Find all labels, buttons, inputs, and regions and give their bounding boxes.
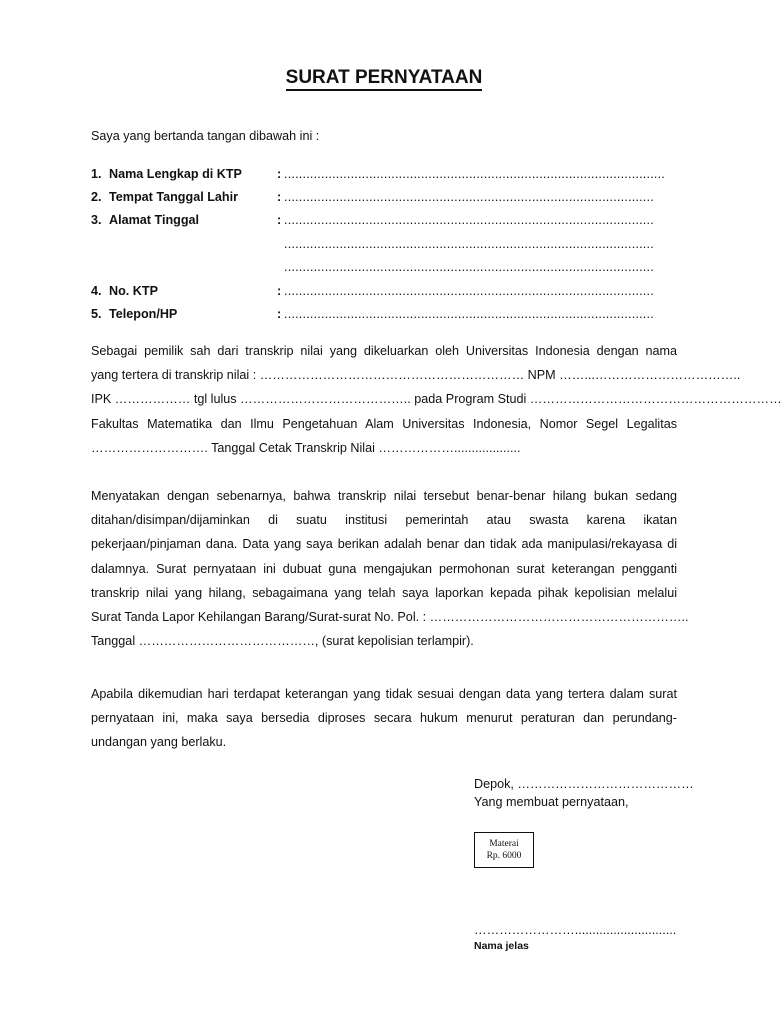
field-label-text: No. KTP <box>109 284 158 298</box>
paragraph-line: Menyatakan dengan sebenarnya, bahwa transkrip nilai tersebut benar-benar hilang bukan sedang <box>91 489 677 503</box>
paragraph-ownership <box>91 339 782 460</box>
paragraph-line: undangan yang berlaku. <box>91 735 227 750</box>
field-number: 1. <box>91 167 102 181</box>
field-label-address <box>91 213 199 227</box>
field-label-text: Nama Lengkap di KTP <box>109 167 242 181</box>
field-label-text: Alamat Tinggal <box>109 213 200 227</box>
field-label-text: Tempat Tanggal Lahir <box>109 190 238 204</box>
paragraph-legal <box>91 682 677 755</box>
paragraph-line: ditahan/disimpan/dijaminkan di suatu institusi pemerintah atau swasta karena ikatan <box>91 513 677 528</box>
field-colon: : <box>277 167 282 181</box>
paragraph-line: Apabila dikemudian hari terdapat keterangan yang tidak sesuai dengan data yang tertera dalam surat <box>91 687 677 701</box>
signature-name-caption: Nama jelas <box>474 940 529 952</box>
materai-amount: Rp. 6000 <box>486 851 522 861</box>
field-number: 3. <box>91 213 102 227</box>
field-colon: : <box>277 213 282 227</box>
paragraph-line: ………………………. Tanggal Cetak Transkrip Nilai ………………................... <box>91 440 521 455</box>
field-label-name <box>91 167 242 181</box>
paragraph-line: Sebagai pemilik sah dari transkrip nilai yang dikeluarkan oleh Universitas Indonesia dengan nama <box>91 344 677 358</box>
signature-place-date: Depok, …………………………………… <box>474 777 694 791</box>
intro-text: Saya yang bertanda tangan dibawah ini : <box>91 129 320 143</box>
field-number: 5. <box>91 307 102 321</box>
field-blank-address: .................................................................................................... <box>284 213 654 227</box>
field-colon: : <box>277 190 282 204</box>
document-title <box>0 67 768 89</box>
paragraph-line: pekerjaan/pinjaman dana. Data yang saya berikan adalah benar dan tidak ada manipulasi/rekayasa di <box>91 537 677 552</box>
paragraph-line: IPK ……………… tgl lulus ………………………………….. pada Program Studi …………………………………………………… <box>91 392 782 407</box>
paragraph-line: Fakultas Matematika dan Ilmu Pengetahuan Alam Universitas Indonesia, Nomor Segel Legalitas <box>91 416 677 431</box>
field-label-phone <box>91 307 177 321</box>
field-blank-name: ....................................................................................................... <box>284 167 665 181</box>
field-label-ktp <box>91 284 158 298</box>
paragraph-line: pernyataan ini, maka saya bersedia diproses secara hukum menurut peraturan dan perundang- <box>91 711 677 726</box>
materai-stamp-box <box>474 832 534 868</box>
field-number: 2. <box>91 190 102 204</box>
field-label-birth <box>91 190 238 204</box>
paragraph-line: transkrip nilai yang hilang, sebagaimana yang telah saya laporkan kepada pihak kepolisian melalui <box>91 585 677 600</box>
field-number: 4. <box>91 284 102 298</box>
paragraph-line: Tanggal ……………………………………, (surat kepolisian terlampir). <box>91 634 474 649</box>
paragraph-line: yang tertera di transkrip nilai : ……………………………………………………… NPM ……...…………………………….. <box>91 368 741 383</box>
paragraph-statement <box>91 484 689 653</box>
field-colon: : <box>277 284 282 298</box>
signature-line: ……………………............................. <box>474 923 677 937</box>
field-blank-address-2: .................................................................................................... <box>284 237 654 251</box>
paragraph-line: Surat Tanda Lapor Kehilangan Barang/Surat-surat No. Pol. : …………………………………………………….. <box>91 609 689 624</box>
field-blank-ktp: .................................................................................................... <box>284 284 654 298</box>
field-blank-phone: .................................................................................................... <box>284 307 654 321</box>
field-label-text: Telepon/HP <box>109 307 178 321</box>
paragraph-line: dalamnya. Surat pernyataan ini dubuat guna mengajukan permohonan surat keterangan pengganti <box>91 561 677 576</box>
title-text: SURAT PERNYATAAN <box>286 67 483 91</box>
field-colon: : <box>277 307 282 321</box>
field-blank-address-3: .................................................................................................... <box>284 260 654 274</box>
field-blank-birth: .................................................................................................... <box>284 190 654 204</box>
materai-label: Materai <box>489 839 519 849</box>
signature-maker-label: Yang membuat pernyataan, <box>474 795 629 809</box>
